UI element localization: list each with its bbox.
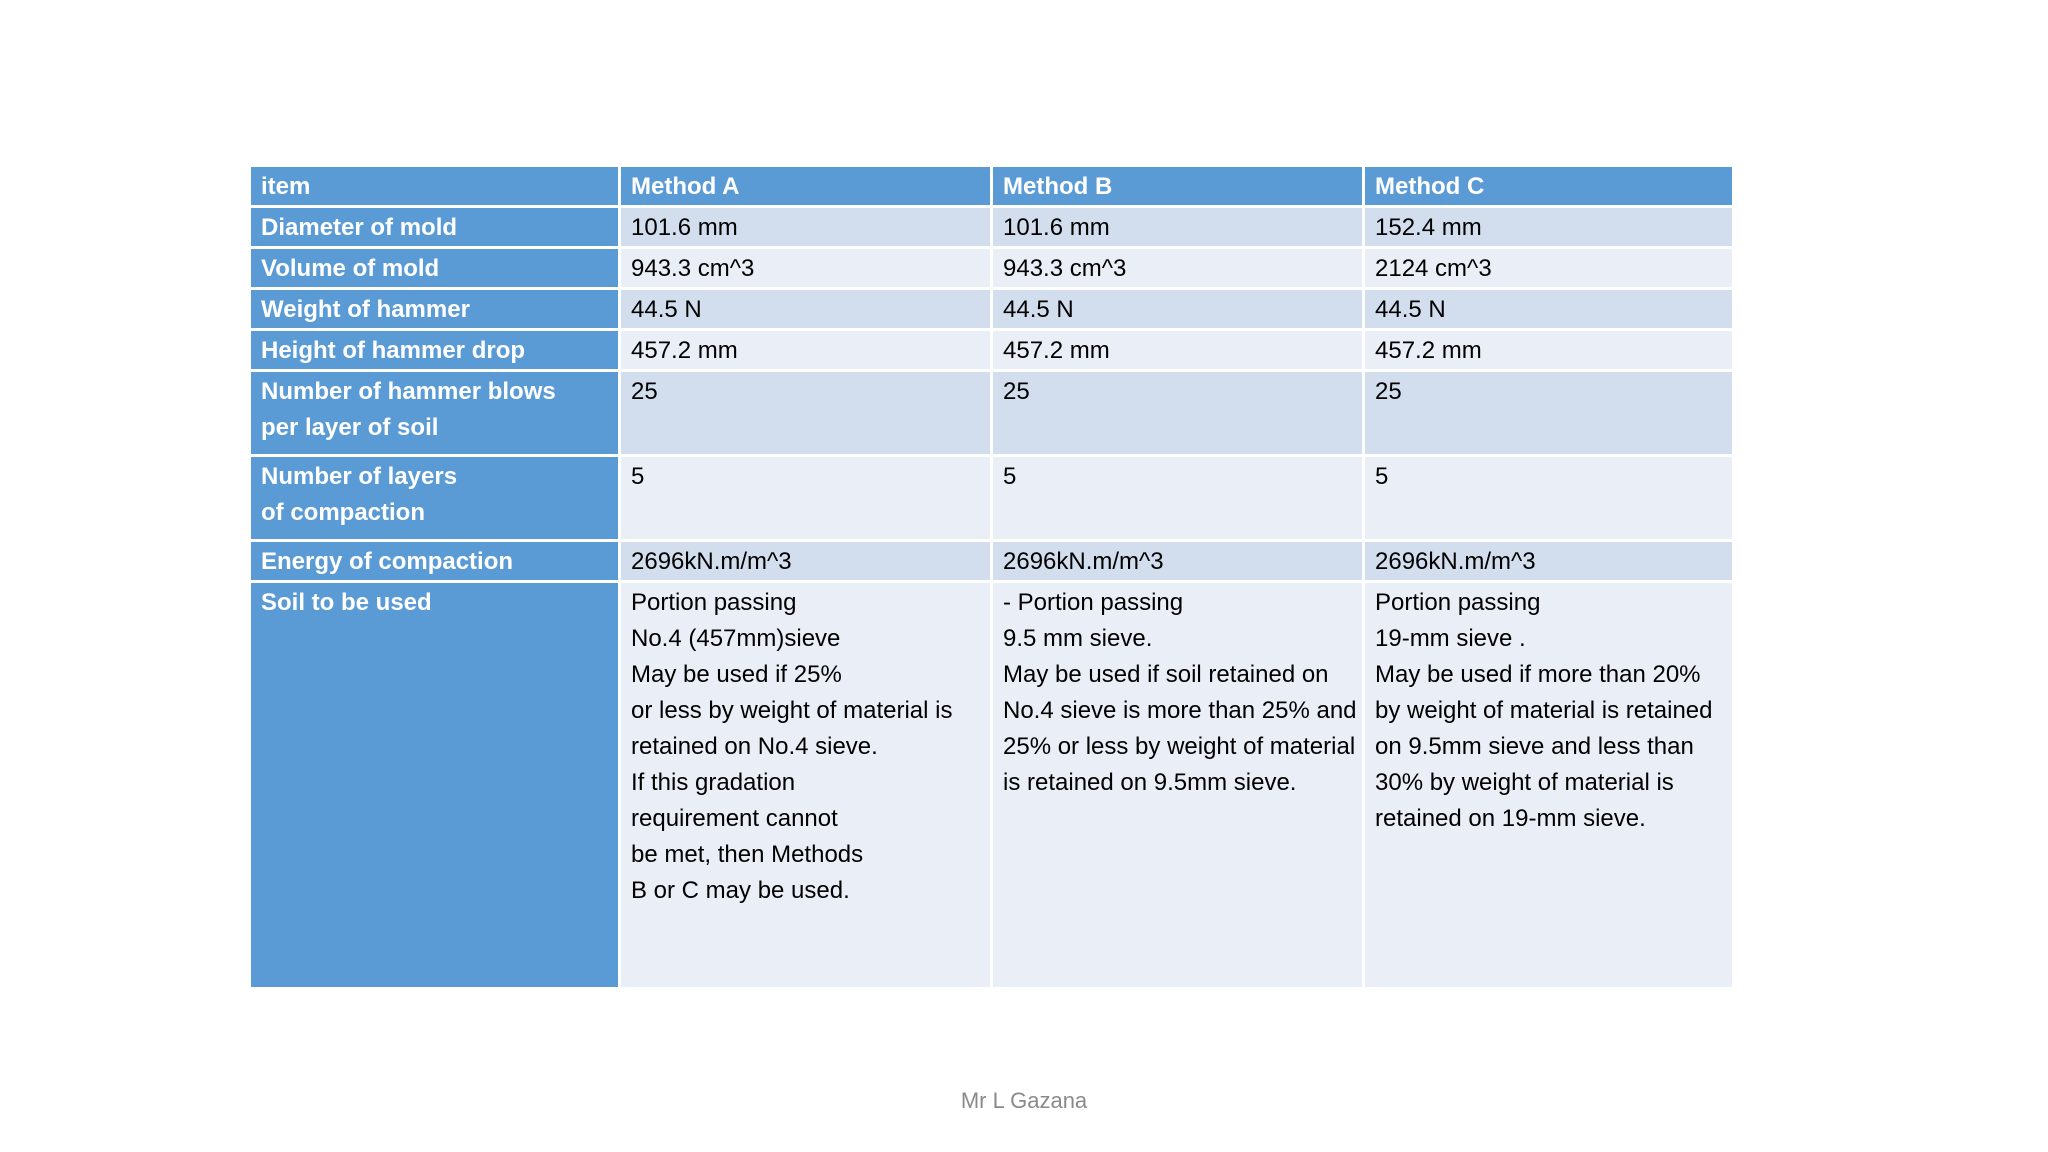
- cell-line: 101.6 mm: [631, 214, 738, 241]
- method-a-value: [620, 541, 992, 582]
- cell-line: B or C may be used.: [631, 877, 850, 904]
- cell-line: 25: [1003, 378, 1030, 405]
- table-row: [250, 456, 1734, 541]
- table-row: [250, 330, 1734, 371]
- cell-line: 44.5 N: [631, 296, 702, 323]
- cell-line: 25: [631, 378, 658, 405]
- cell-line: be met, then Methods: [631, 841, 864, 868]
- cell-line: 5: [1375, 463, 1389, 490]
- header-method-c: Method C: [1364, 166, 1734, 207]
- cell-line: 457.2 mm: [1003, 337, 1110, 364]
- cell-line: 5: [631, 463, 645, 490]
- cell-line: 101.6 mm: [1003, 214, 1110, 241]
- cell-line: 152.4 mm: [1375, 214, 1482, 241]
- cell-line: 9.5 mm sieve.: [1003, 625, 1153, 652]
- cell-line: 5: [1003, 463, 1017, 490]
- cell-line: Weight of hammer: [261, 296, 470, 323]
- cell-line: per layer of soil: [261, 414, 439, 441]
- method-b-value: [992, 371, 1364, 456]
- cell-line: 44.5 N: [1375, 296, 1446, 323]
- cell-line: by weight of material is retained: [1375, 697, 1713, 724]
- method-c-value: [1364, 582, 1734, 989]
- cell-line: 457.2 mm: [631, 337, 738, 364]
- method-a-value: [620, 456, 992, 541]
- method-b-value: [992, 582, 1364, 989]
- cell-line: is retained on 9.5mm sieve.: [1003, 769, 1297, 796]
- table-row: [250, 289, 1734, 330]
- cell-line: retained on No.4 sieve.: [631, 733, 878, 760]
- cell-line: Soil to be used: [261, 589, 432, 616]
- compaction-methods-table: [248, 164, 1735, 990]
- cell-line: 943.3 cm^3: [1003, 255, 1127, 282]
- cell-line: - Portion passing: [1003, 589, 1184, 616]
- cell-line: 19-mm sieve .: [1375, 625, 1526, 652]
- cell-line: 30% by weight of material is: [1375, 769, 1674, 796]
- cell-line: 2696kN.m/m^3: [1375, 548, 1536, 575]
- cell-line: 25: [1375, 378, 1402, 405]
- cell-line: requirement cannot: [631, 805, 838, 832]
- row-label: [250, 289, 620, 330]
- row-label: [250, 207, 620, 248]
- cell-line: 943.3 cm^3: [631, 255, 755, 282]
- row-label: [250, 541, 620, 582]
- cell-line: Number of layers: [261, 463, 458, 490]
- row-label: [250, 330, 620, 371]
- table-row: [250, 582, 1734, 989]
- cell-line: 2124 cm^3: [1375, 255, 1492, 282]
- cell-line: of compaction: [261, 499, 426, 526]
- table-row: [250, 207, 1734, 248]
- method-a-value: [620, 371, 992, 456]
- method-a-value: [620, 289, 992, 330]
- cell-line: Portion passing: [1375, 589, 1541, 616]
- row-label: [250, 248, 620, 289]
- table-header-row: [250, 166, 1734, 207]
- method-b-value: [992, 330, 1364, 371]
- method-a-value: [620, 582, 992, 989]
- cell-line: Diameter of mold: [261, 214, 458, 241]
- row-label: [250, 456, 620, 541]
- cell-line: or less by weight of material is: [631, 697, 953, 724]
- table-row: [250, 248, 1734, 289]
- header-item: item: [250, 166, 620, 207]
- header-method-b: Method B: [992, 166, 1364, 207]
- method-b-value: [992, 541, 1364, 582]
- cell-line: Portion passing: [631, 589, 797, 616]
- method-b-value: [992, 456, 1364, 541]
- cell-line: 44.5 N: [1003, 296, 1074, 323]
- cell-line: 2696kN.m/m^3: [631, 548, 792, 575]
- method-c-value: [1364, 207, 1734, 248]
- method-c-value: [1364, 330, 1734, 371]
- method-c-value: [1364, 456, 1734, 541]
- row-label: [250, 582, 620, 989]
- cell-line: on 9.5mm sieve and less than: [1375, 733, 1694, 760]
- method-b-value: [992, 207, 1364, 248]
- cell-line: May be used if 25%: [631, 661, 842, 688]
- cell-line: Energy of compaction: [261, 548, 514, 575]
- cell-line: If this gradation: [631, 769, 796, 796]
- cell-line: No.4 (457mm)sieve: [631, 625, 841, 652]
- footer-author: Mr L Gazana: [960, 1088, 1088, 1113]
- table-row: [250, 541, 1734, 582]
- cell-line: Height of hammer drop: [261, 337, 526, 364]
- method-b-value: [992, 289, 1364, 330]
- header-method-a: Method A: [620, 166, 992, 207]
- cell-line: Volume of mold: [261, 255, 440, 282]
- method-b-value: [992, 248, 1364, 289]
- method-c-value: [1364, 541, 1734, 582]
- cell-line: retained on 19-mm sieve.: [1375, 805, 1646, 832]
- cell-line: No.4 sieve is more than 25% and: [1003, 697, 1357, 724]
- method-a-value: [620, 207, 992, 248]
- method-c-value: [1364, 371, 1734, 456]
- cell-line: May be used if more than 20%: [1375, 661, 1701, 688]
- cell-line: 457.2 mm: [1375, 337, 1482, 364]
- cell-line: Number of hammer blows: [261, 378, 556, 405]
- cell-line: 25% or less by weight of material: [1003, 733, 1356, 760]
- method-a-value: [620, 330, 992, 371]
- method-c-value: [1364, 289, 1734, 330]
- method-a-value: [620, 248, 992, 289]
- cell-line: 2696kN.m/m^3: [1003, 548, 1164, 575]
- cell-line: May be used if soil retained on: [1003, 661, 1329, 688]
- table-row: [250, 371, 1734, 456]
- row-label: [250, 371, 620, 456]
- method-c-value: [1364, 248, 1734, 289]
